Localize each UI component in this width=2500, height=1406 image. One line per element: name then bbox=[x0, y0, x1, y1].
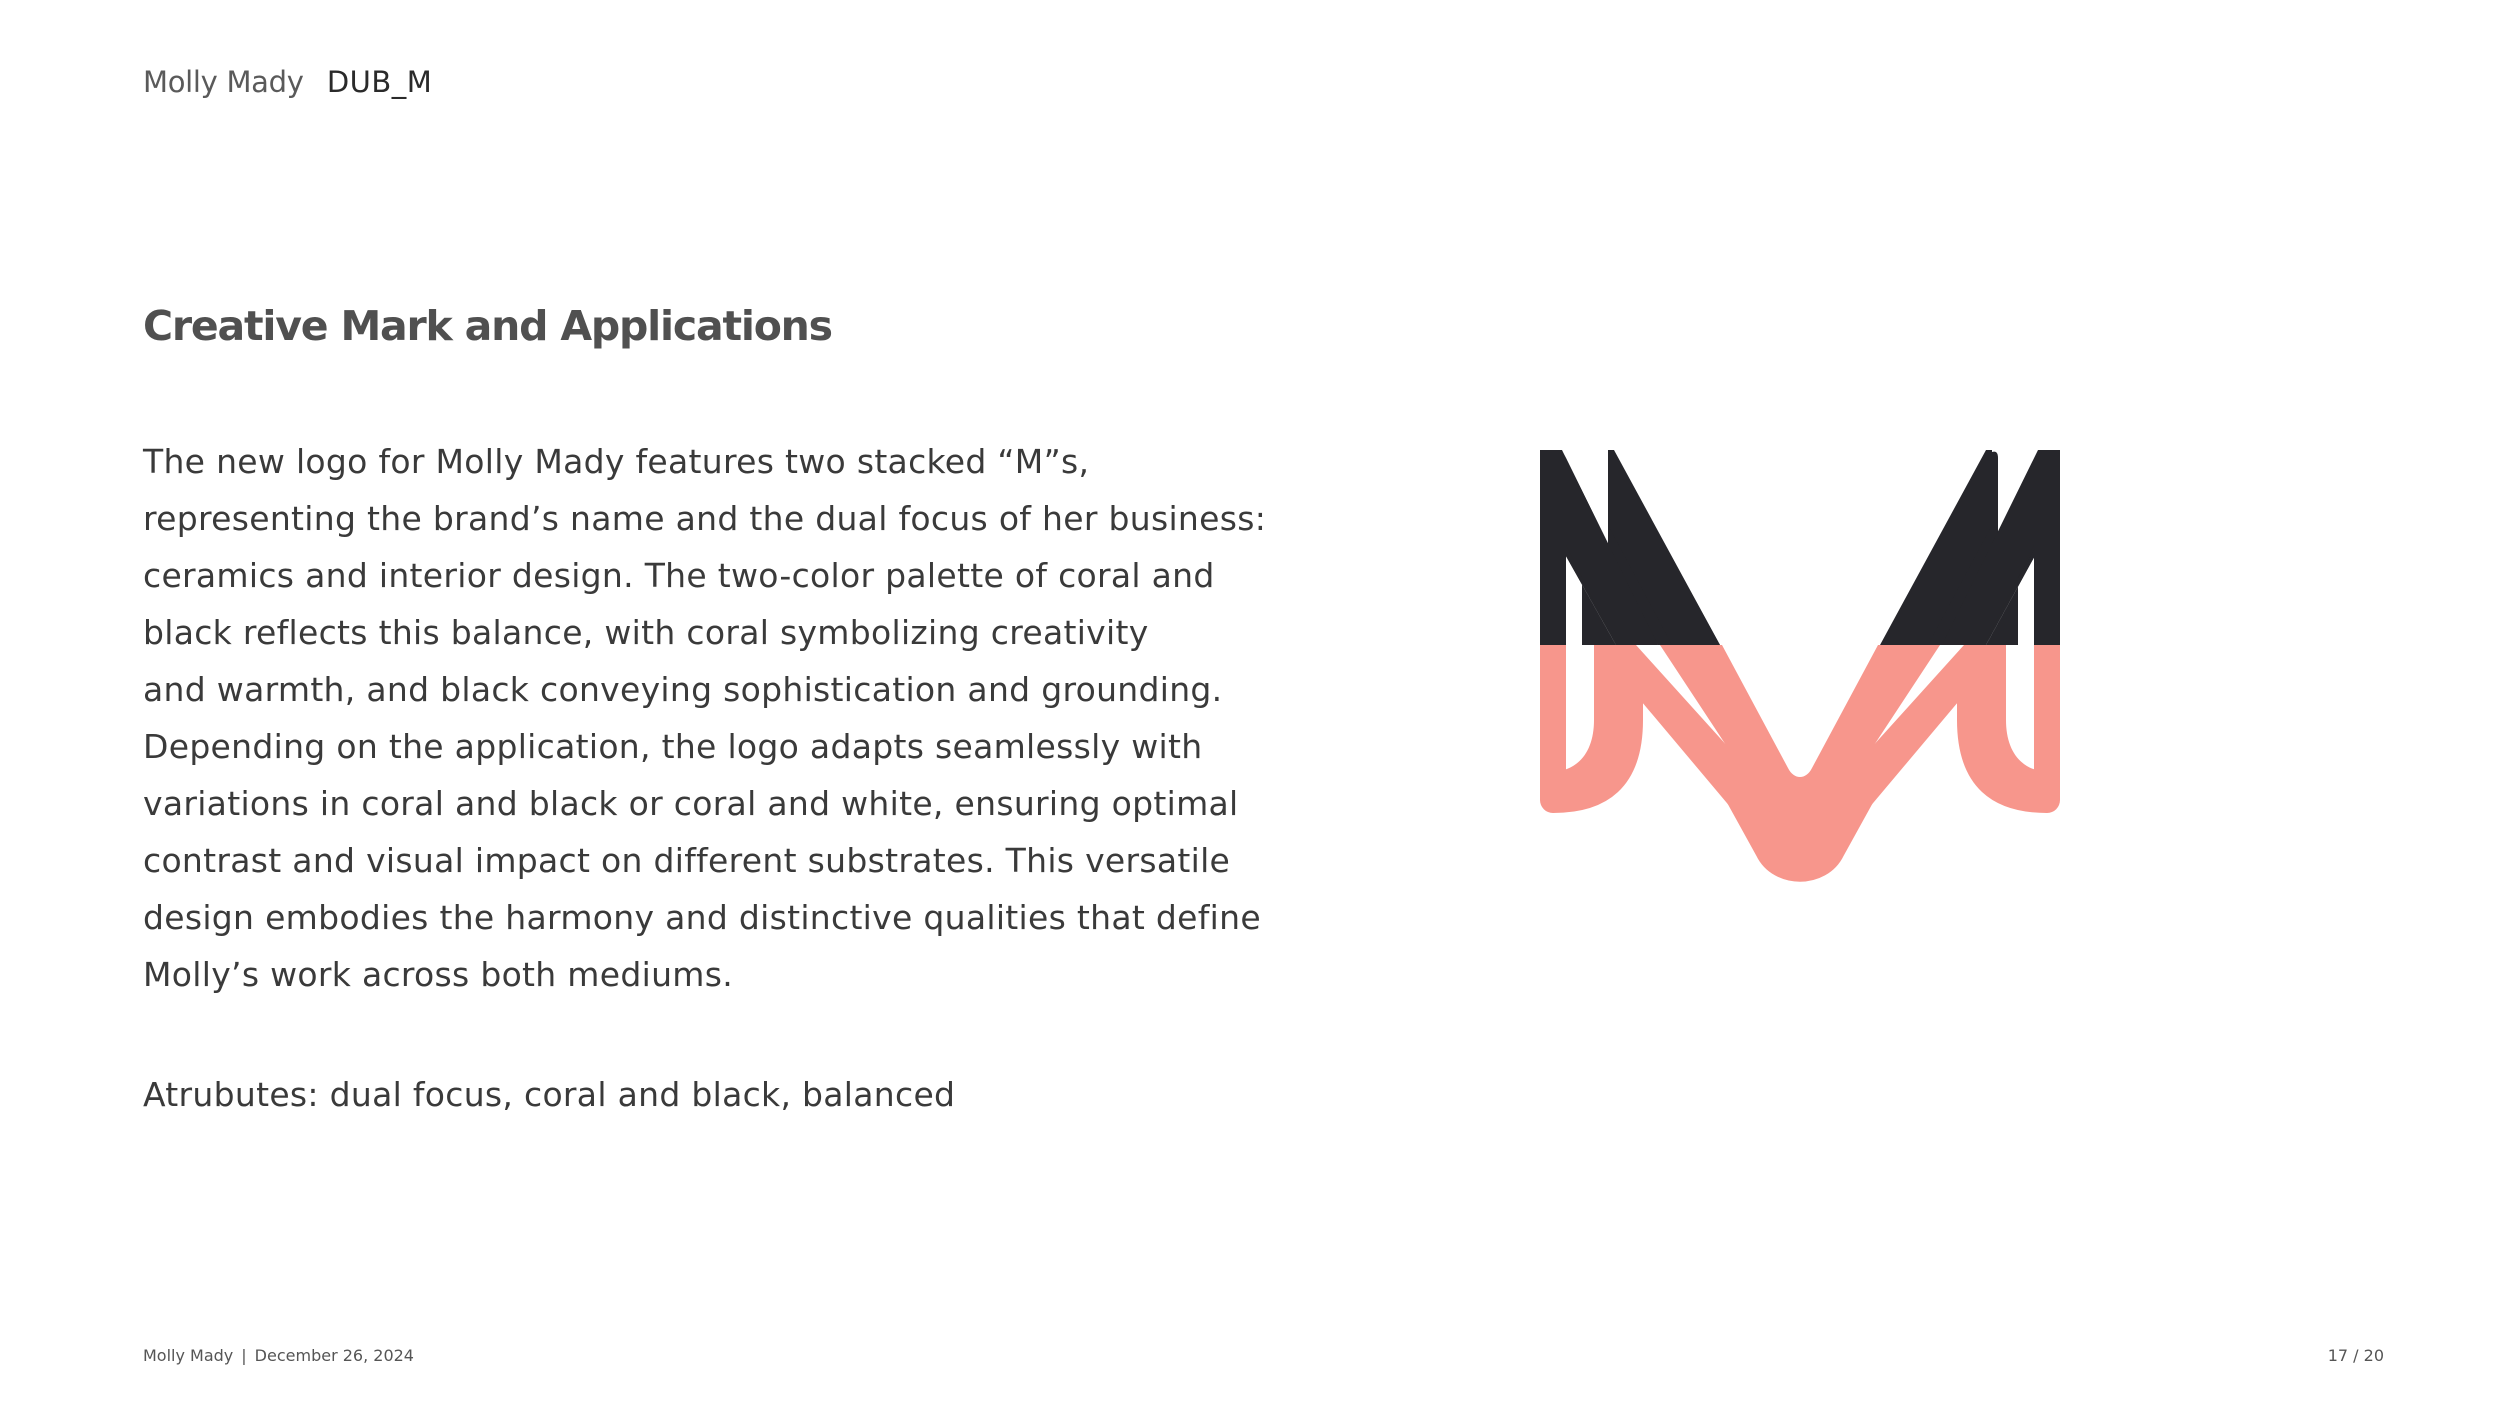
paragraph-line: Depending on the application, the logo adapts seamlessly with bbox=[143, 727, 1203, 766]
paragraph-line: and warmth, and black conveying sophistication and grounding. bbox=[143, 670, 1223, 709]
paragraph-line: ceramics and interior design. The two-color palette of coral and bbox=[143, 556, 1215, 595]
stacked-m-logo-icon bbox=[1540, 450, 2060, 890]
footer-date: December 26, 2024 bbox=[254, 1346, 414, 1365]
logo-black-part bbox=[1540, 450, 2060, 645]
paragraph-line: black reflects this balance, with coral symbolizing creativity bbox=[143, 613, 1149, 652]
footer-separator: | bbox=[241, 1346, 247, 1365]
paragraph-line: variations in coral and black or coral and white, ensuring optimal bbox=[143, 784, 1239, 823]
footer-author: Molly Mady bbox=[143, 1346, 234, 1365]
paragraph-line: contrast and visual impact on different substrates. This versatile bbox=[143, 841, 1231, 880]
header bbox=[143, 62, 432, 102]
footer-meta bbox=[143, 1345, 414, 1367]
paragraph-line: design embodies the harmony and distinctive qualities that define bbox=[143, 898, 1261, 937]
header-project-name: DUB_M bbox=[326, 65, 433, 99]
paragraph-line: representing the brand’s name and the dual focus of her business: bbox=[143, 499, 1267, 538]
attributes-line: Atrubutes: dual focus, coral and black, balanced bbox=[143, 1075, 956, 1114]
header-client-name: Molly Mady bbox=[143, 65, 304, 99]
paragraph-line: The new logo for Molly Mady features two stacked “M”s, bbox=[143, 442, 1090, 481]
page-number: 17 / 20 bbox=[2327, 1346, 2384, 1365]
page-title: Creative Mark and Applications bbox=[143, 302, 832, 350]
paragraph-line: Molly’s work across both mediums. bbox=[143, 955, 734, 994]
description-paragraph bbox=[143, 433, 1267, 1003]
